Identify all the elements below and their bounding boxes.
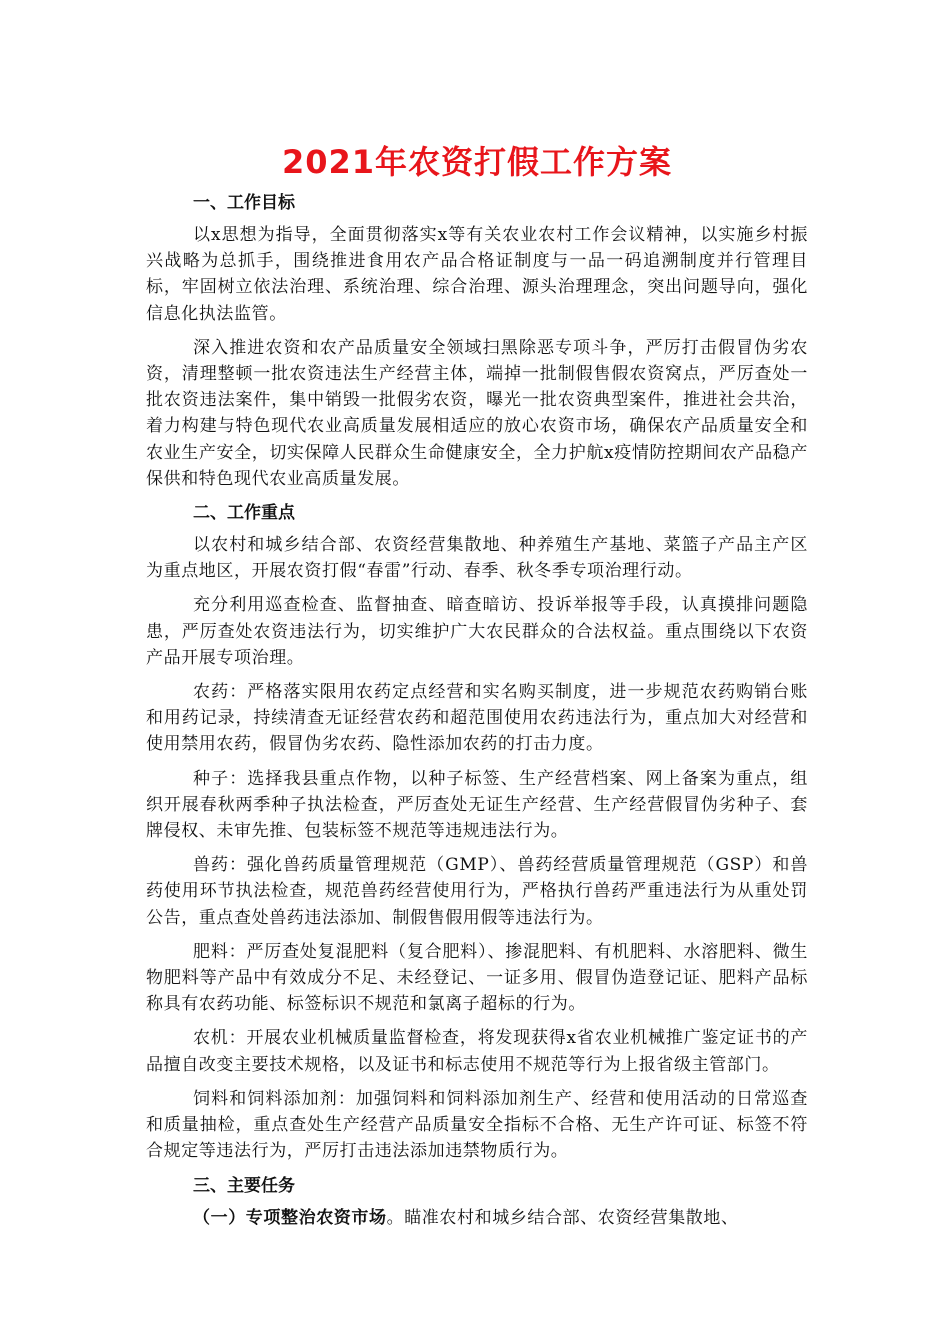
paragraph-fertilizers: 肥料：严厉查处复混肥料（复合肥料）、掺混肥料、有机肥料、水溶肥料、微生物肥料等产品中有效成分不足、未经登记、一证多用、假冒伪造登记证、肥料产品标称具有农药功能、标签标识不规范和氯离子超标的行为。 — [146, 941, 808, 1015]
section-heading-goals: 一、工作目标 — [193, 193, 295, 213]
document-body — [146, 138, 808, 1239]
paragraph-veterinary-drugs: 兽药：强化兽药质量管理规范（GMP）、兽药经营质量管理规范（GSP）和兽药使用环节执法检查，规范兽药经营使用行为，严格执行兽药严重违法行为从重处罚公告，重点查处兽药违法添加、制假售假用假等违法行为。 — [146, 855, 808, 928]
section-heading-focus: 二、工作重点 — [193, 503, 295, 524]
section-heading-tasks: 三、主要任务 — [193, 1175, 295, 1196]
task-item-1 — [146, 1205, 808, 1231]
paragraph-feed: 饲料和饲料添加剂：加强饲料和饲料添加剂生产、经营和使用活动的日常巡查和质量抽检，重点查处生产经营产品质量安全指标不合格、无生产许可证、标签不符合规定等违法行为，严厉打击违法添加违禁物质行为。 — [146, 1088, 808, 1162]
paragraph: 以x思想为指导，全面贯彻落实x等有关农业农村工作会议精神，以实施乡村振兴战略为总抓手，围绕推进食用农产品合格证制度与一品一码追溯制度并行管理目标，牢固树立依法治理、系统治理、综合治理、源头治理理念，突出问题导向，强化信息化执法监管。 — [146, 225, 808, 324]
task-item-1-text: 。瞄准农村和城乡结合部、农资经营集散地、 — [386, 1207, 739, 1228]
paragraph: 充分利用巡查检查、监督抽查、暗查暗访、投诉举报等手段，认真摸排问题隐患，严厉查处农资违法行为，切实维护广大农民群众的合法权益。重点围绕以下农资产品开展专项治理。 — [146, 595, 808, 668]
paragraph: 以农村和城乡结合部、农资经营集散地、种养殖生产基地、菜篮子产品主产区为重点地区，开展农资打假“春雷”行动、春季、秋冬季专项治理行动。 — [146, 535, 808, 582]
paragraph-seeds: 种子：选择我县重点作物，以种子标签、生产经营档案、网上备案为重点，组织开展春秋两季种子执法检查，严厉查处无证生产经营、生产经营假冒伪劣种子、套牌侵权、未审先推、包装标签不规范等违规违法行为。 — [146, 768, 808, 842]
paragraph-pesticides: 农药：严格落实限用农药定点经营和实名购买制度，进一步规范农药购销台账和用药记录，持续清查无证经营农药和超范围使用农药违法行为，重点加大对经营和使用禁用农药，假冒伪劣农药、隐性添加农药的打击力度。 — [146, 682, 808, 755]
document-title: 2021年农资打假工作方案 — [281, 143, 673, 181]
paragraph-machinery: 农机：开展农业机械质量监督检查，将发现获得x省农业机械推广鉴定证书的产品擅自改变主要技术规格，以及证书和标志使用不规范等行为上报省级主管部门。 — [146, 1028, 808, 1075]
paragraph: 深入推进农资和农产品质量安全领域扫黑除恶专项斗争，严厉打击假冒伪劣农资，清理整顿一批农资违法生产经营主体，端掉一批制假售假农资窝点，严厉查处一批农资违法案件，集中销毁一批假劣农资，曝光一批农资典型案件，推进社会共治，着力构建与特色现代农业高质量发展相适应的放心农资市场，确保农产品质量安全和农业生产安全，切实保障人民群众生命健康安全，全力护航x疫情防控期间农产品稳产保供和特色现代农业高质量发展。 — [146, 337, 808, 489]
task-item-1-lead: （一）专项整治农资市场 — [193, 1207, 387, 1228]
